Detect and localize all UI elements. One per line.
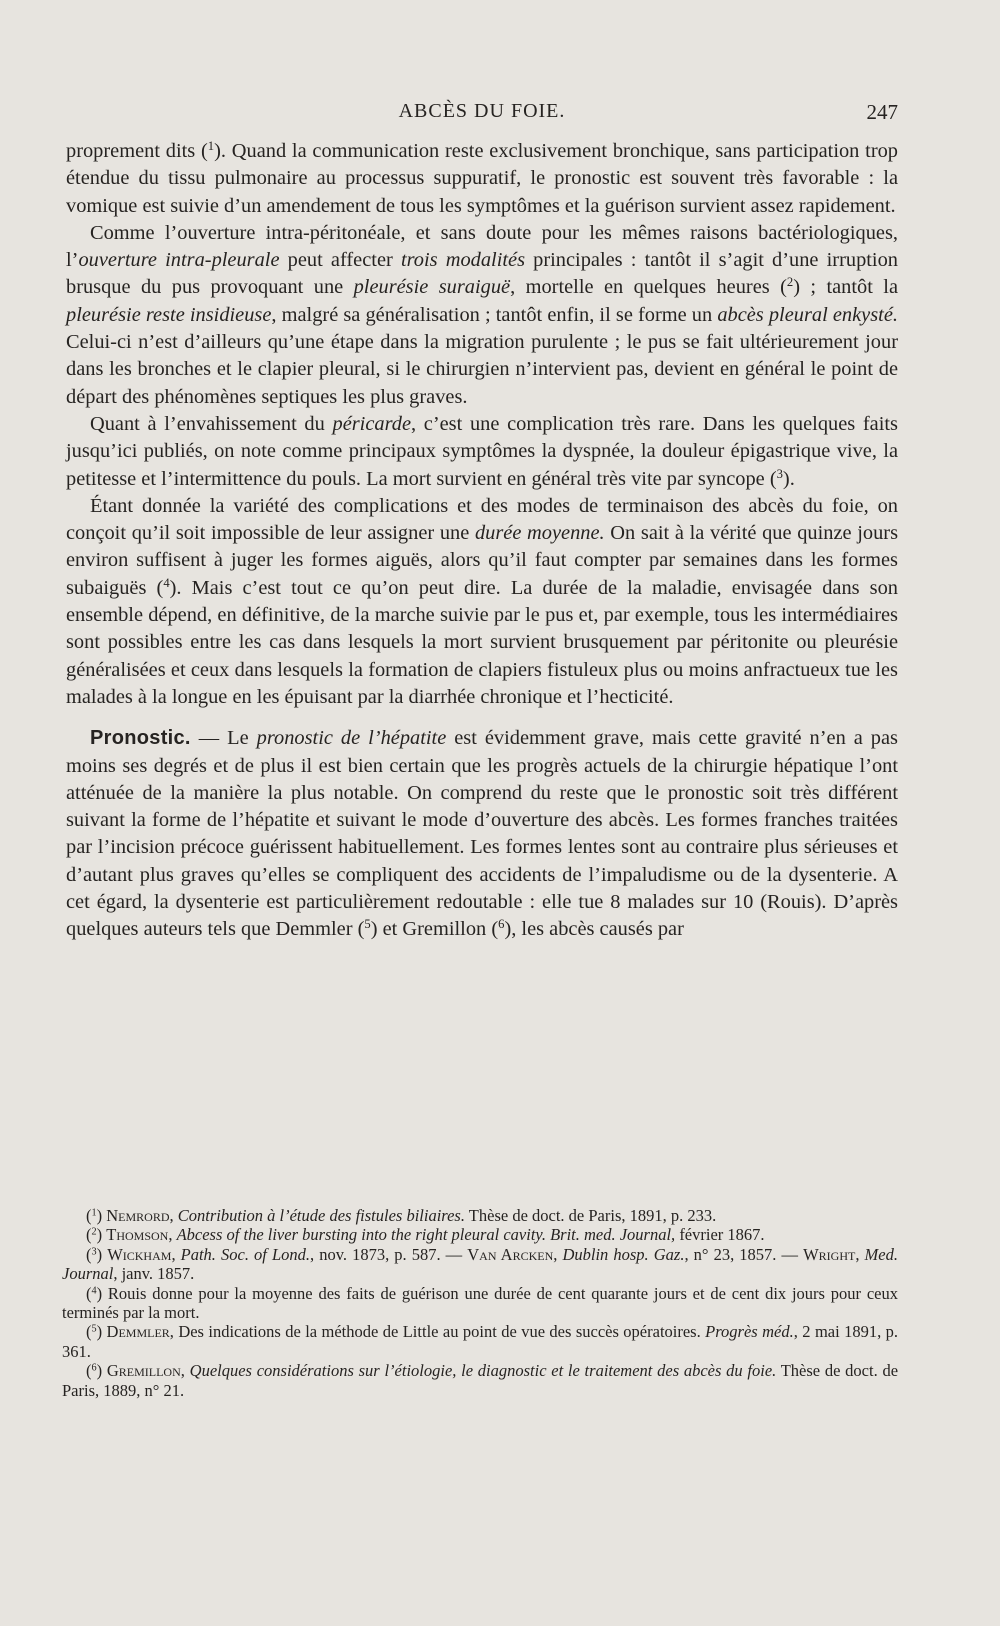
paragraph	[66, 493, 898, 711]
note-reference: 6	[91, 1362, 97, 1374]
text-run: , 2 mai 1891, p. 361.	[62, 1322, 899, 1361]
author-name: Wickham	[107, 1244, 172, 1264]
text-run: , n° 23, 1857. —	[684, 1244, 804, 1264]
text-run: )	[96, 1322, 107, 1342]
text-run: ) et Gremillon (	[370, 918, 499, 941]
footnote	[62, 1284, 898, 1323]
text-run: (	[86, 1206, 92, 1225]
text-run: Étant donnée la variété des complications et des modes de terminaison des abcès du foie, on conçoit qu’il soit impossible de leur assigner une	[66, 494, 898, 545]
text-run: (	[86, 1361, 92, 1381]
text-run: ,	[171, 1244, 181, 1264]
italic-text: pleurésie suraiguë	[353, 276, 511, 299]
italic-text: Quelques considérations sur l’étiologie, le diagnostic et le traitement des abcès du foie.	[189, 1361, 777, 1381]
italic-text: durée moyenne.	[474, 522, 605, 545]
footnote	[62, 1322, 898, 1361]
text-run: , malgré sa généralisation ; tantôt enfin, il se forme un	[271, 303, 718, 326]
author-name: Nemrord	[106, 1206, 170, 1225]
text-run: est évidemment grave, mais cette gravité n’en a pas moins ses degrés et de plus il est bien certain que les progrès actuels de la chirurgie hépatique l’ont atténuée de la manière la plus notable. On comprend du reste que le pronostic soit très différent suivant la forme de l’hépatite et suivant le mode d’ouverture des abcès. Les formes franches traitées par l’incision précoce guérissent habituellement. Les formes lentes sont au contraire plus sérieuses et d’autant plus graves qu’elles se compliquent des accidents de l’impaludisme ou de la dysenterie. A cet égard, la dysenterie est particulièrement redoutable : elle tue 8 malades sur 10 (Rouis). D’après quelques auteurs tels que Demmler (	[66, 727, 898, 941]
paragraph	[66, 220, 898, 411]
text-run: )	[96, 1361, 107, 1381]
italic-text: Path. Soc. of Lond.	[180, 1244, 310, 1264]
italic-text: pronostic de l’hépatite	[256, 727, 447, 750]
running-head	[66, 100, 898, 130]
footnotes	[62, 1206, 898, 1400]
footnote	[62, 1361, 898, 1400]
text-run: proprement dits (	[66, 140, 208, 162]
italic-text: trois modalités	[400, 249, 526, 272]
section-paragraph	[66, 725, 898, 943]
text-run: Celui-ci n’est d’ailleurs qu’une étape dans la migration purulente ; le pus se fait ultérieurement jour dans les bronches et le clapier pleural, si le chirurgien n’intervient pas, devient en général le point de départ des phénomènes septiques les plus graves.	[66, 331, 898, 408]
note-reference: 5	[364, 917, 371, 932]
note-reference: 2	[786, 275, 794, 290]
note-reference: 4	[91, 1285, 97, 1296]
text-run: , janv. 1857.	[113, 1264, 195, 1284]
author-name: Gremillon	[106, 1361, 181, 1381]
footnote	[62, 1245, 898, 1284]
text-run: , mortelle en quelques heures (	[510, 276, 787, 299]
text-run: On sait à la vérité que quinze jours environ suffisent à juger les formes aiguës, alors qu’il faut compter par semaines dans les formes subaiguës (	[66, 522, 899, 599]
text-run: (	[86, 1225, 92, 1245]
footnote	[62, 1206, 898, 1225]
text-run: ,	[180, 1361, 190, 1381]
text-run: — Le	[190, 727, 257, 750]
text-run: )	[96, 1225, 107, 1245]
text-run: )	[96, 1244, 108, 1264]
text-run: ). Quand la communication reste exclusivement bronchique, sans participation trop étendue du tissu pulmonaire au processus suppuratif, le pronostic est souvent très favorable : la vomique est suivie d’un amendement de tous les symptômes et la guérison survient assez rapidement.	[66, 140, 898, 217]
text-run: ,	[169, 1206, 178, 1225]
text-run: , c’est une complication très rare. Dans les quelques faits jusqu’ici publiés, on note comme principaux symptômes la dyspnée, la douleur épigastrique vive, la petitesse et l’intermittence du pouls. La mort survient en général très vite par syncope (	[66, 412, 898, 490]
italic-text: péricarde	[332, 412, 412, 435]
text-run: , Des indications de la méthode de Little au point de vue des succès opératoires.	[169, 1322, 706, 1342]
italic-text: abcès pleural enkysté.	[717, 303, 898, 326]
text-run: principales : tantôt il s’agit d’une irruption brusque du pus provoquant une	[66, 249, 898, 299]
italic-text: pleurésie reste insidieuse	[66, 303, 272, 326]
text-run: Thèse de doct. de Paris, 1889, n° 21.	[62, 1361, 899, 1400]
text-run: Thèse de doct. de Paris, 1891, p. 233.	[464, 1206, 717, 1225]
text-run: (	[86, 1244, 92, 1264]
text-run: peut affecter	[279, 249, 401, 272]
text-run: ), les abcès causés par	[504, 918, 684, 941]
note-reference: 4	[163, 575, 170, 590]
footnote	[62, 1225, 898, 1244]
note-reference: 6	[498, 917, 505, 932]
text-run: ,	[855, 1244, 865, 1264]
text-run: (	[86, 1322, 92, 1342]
text-run: , nov. 1873, p. 587. —	[310, 1244, 468, 1264]
text-run: (	[86, 1283, 92, 1303]
paragraph	[66, 138, 898, 220]
author-name: Wright	[803, 1244, 856, 1264]
text-run: ) Rouis donne pour la moyenne des faits de guérison une durée de cent quarante jours et de cent dix jours pour ceux terminés par la mort.	[62, 1283, 898, 1323]
note-reference: 2	[91, 1226, 97, 1238]
body-text	[66, 138, 898, 944]
note-reference: 3	[776, 466, 783, 481]
text-run: ,	[553, 1244, 563, 1264]
running-title: ABCÈS DU FOIE.	[398, 100, 566, 122]
italic-text: Contribution à l’étude des fistules biliaires.	[177, 1206, 465, 1225]
text-run: Quant à l’envahissement du	[90, 412, 333, 435]
author-name: Demmler	[106, 1322, 170, 1342]
note-reference: 5	[91, 1323, 97, 1335]
text-run: ) ; tantôt la	[793, 276, 899, 299]
text-run: )	[96, 1206, 107, 1225]
page-number: 247	[866, 100, 898, 124]
author-name: Thomson	[106, 1225, 169, 1245]
italic-text: Med. Journal	[62, 1244, 898, 1284]
text-run: Comme l’ouverture intra-péritonéale, et sans doute pour les mêmes raisons bactériologiques, l’	[66, 221, 898, 272]
paragraph	[66, 411, 898, 493]
note-reference: 1	[207, 139, 215, 154]
note-reference: 3	[91, 1246, 97, 1258]
text-run: ).	[782, 467, 795, 490]
text-run: ,	[168, 1225, 177, 1245]
text-run: ). Mais c’est tout ce qu’on peut dire. La durée de la maladie, envisagée dans son ensemble dépend, en définitive, de la marche suivie par le pus et, par exemple, tous les intermédiaires sont possibles entre les cas dans lesquels la mort survient brusquement par péritonite ou pleurésie généralisées et ceux dans lesquels la formation de clapiers fistuleux plus ou moins anfractueux tue les malades à la longue en les épuisant par la diarrhée chronique et l’hecticité.	[66, 576, 898, 708]
italic-text: Abcess of the liver bursting into the right pleural cavity. Brit. med. Journal,	[176, 1225, 676, 1245]
text-run: février 1867.	[675, 1225, 765, 1245]
italic-text: Dublin hosp. Gaz.	[562, 1244, 685, 1264]
author-name: Van Arcken	[467, 1244, 554, 1264]
italic-text: Progrès méd.	[705, 1322, 794, 1342]
note-reference: 1	[91, 1207, 97, 1219]
italic-text: ouverture intra-pleurale	[78, 249, 280, 272]
section-heading: Pronostic.	[90, 727, 191, 750]
